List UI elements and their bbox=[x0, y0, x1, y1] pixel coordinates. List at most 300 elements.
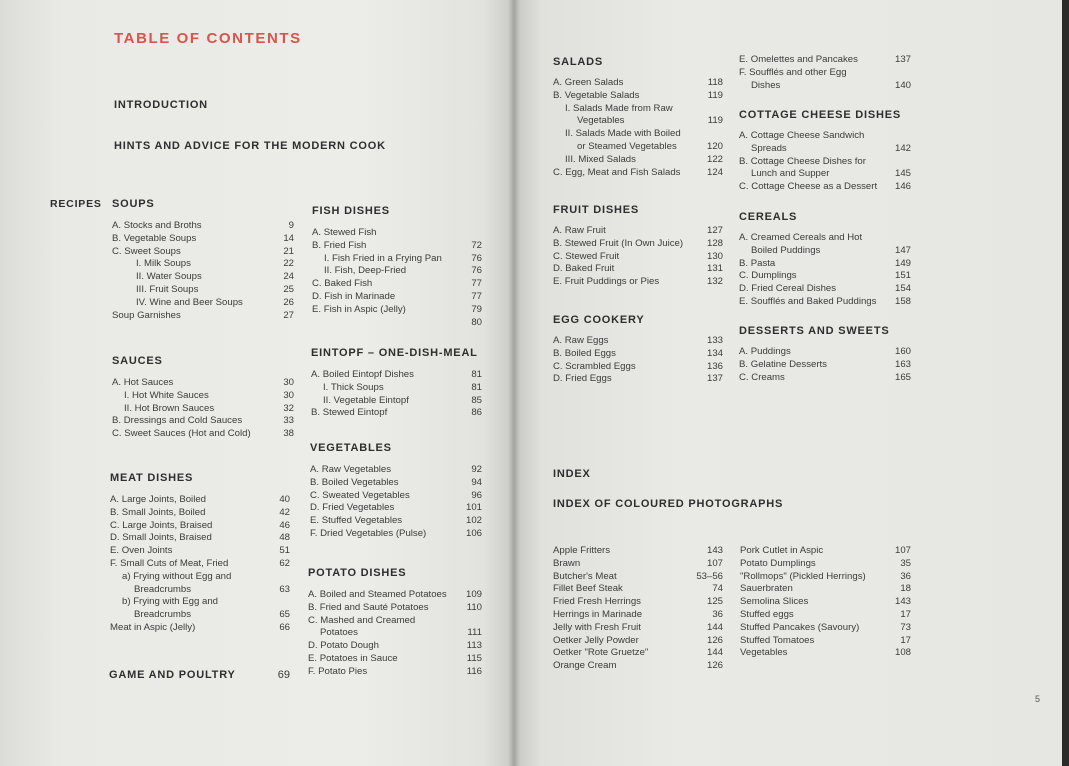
toc-entry-title: C. Egg, Meat and Fish Salads bbox=[553, 166, 681, 178]
meat-list bbox=[110, 494, 290, 635]
toc-entry-title: Spreads bbox=[751, 142, 787, 154]
toc-entry-title: Vegetables bbox=[740, 647, 788, 659]
toc-entry bbox=[310, 477, 482, 490]
toc-entry-page: 115 bbox=[466, 652, 482, 664]
toc-entry-title: III. Fruit Soups bbox=[136, 283, 199, 295]
toc-entry-title: Boiled Puddings bbox=[751, 244, 821, 256]
meat-heading: MEAT DISHES bbox=[110, 472, 194, 484]
toc-entry bbox=[553, 141, 723, 154]
toc-entry-page: 134 bbox=[706, 347, 723, 359]
cereals-heading: CEREALS bbox=[739, 211, 798, 223]
toc-entry bbox=[312, 291, 482, 304]
toc-entry bbox=[553, 571, 723, 584]
toc-entry-title: F. Dried Vegetables (Pulse) bbox=[310, 527, 427, 539]
toc-entry bbox=[553, 128, 723, 141]
toc-entry bbox=[112, 310, 294, 323]
toc-entry-title: B. Pasta bbox=[739, 257, 776, 269]
toc-entry-title: D. Fried Eggs bbox=[553, 373, 612, 385]
toc-entry-page: 80 bbox=[471, 316, 482, 328]
toc-entry-page: 30 bbox=[283, 389, 294, 401]
toc-entry bbox=[110, 520, 290, 533]
toc-entry-title: B. Vegetable Salads bbox=[553, 89, 640, 101]
toc-entry-title: A. Large Joints, Boiled bbox=[110, 494, 206, 505]
toc-entry bbox=[112, 284, 294, 297]
toc-entry-page: 101 bbox=[465, 502, 482, 514]
toc-entry-title: Meat in Aspic (Jelly) bbox=[110, 621, 196, 633]
toc-entry bbox=[740, 545, 911, 558]
cereals-section bbox=[739, 211, 911, 309]
toc-entry bbox=[740, 635, 911, 648]
toc-entry-page: 18 bbox=[900, 583, 911, 595]
toc-entry-page: 147 bbox=[894, 244, 911, 256]
toc-entry-page: 144 bbox=[706, 621, 723, 633]
cottage-list bbox=[739, 130, 911, 194]
toc-entry-page: 36 bbox=[712, 608, 723, 620]
sauces-section bbox=[112, 355, 294, 441]
toc-entry-page: 131 bbox=[706, 263, 723, 275]
toc-entry-page: 128 bbox=[706, 237, 723, 249]
toc-entry-page: 165 bbox=[894, 371, 911, 383]
toc-entry bbox=[308, 615, 482, 628]
toc-entry bbox=[112, 271, 294, 284]
desserts-heading: DESSERTS AND SWEETS bbox=[739, 325, 890, 337]
toc-entry bbox=[553, 251, 723, 264]
toc-entry-title: F. Potato Pies bbox=[308, 665, 368, 677]
toc-entry-page: 125 bbox=[706, 596, 723, 608]
toc-entry-title: Apple Fritters bbox=[553, 545, 611, 556]
toc-entry bbox=[553, 558, 723, 571]
toc-entry-title: A. Stocks and Broths bbox=[112, 220, 202, 231]
toc-entry bbox=[110, 584, 290, 597]
toc-entry-title: C. Large Joints, Braised bbox=[110, 519, 213, 531]
toc-entry bbox=[740, 647, 911, 660]
toc-entry-title: Dishes bbox=[751, 79, 781, 91]
potato-heading: POTATO DISHES bbox=[308, 567, 407, 579]
sauces-heading: SAUCES bbox=[112, 355, 163, 367]
egg-heading: EGG COOKERY bbox=[553, 314, 645, 326]
toc-entry bbox=[110, 622, 290, 635]
toc-entry bbox=[112, 258, 294, 271]
toc-entry bbox=[739, 258, 911, 271]
photos-right-list bbox=[740, 545, 911, 660]
toc-entry-page: 30 bbox=[283, 377, 294, 388]
toc-entry-page: 36 bbox=[900, 570, 911, 582]
eintopf-list bbox=[311, 369, 482, 420]
toc-entry-title: E. Oven Joints bbox=[110, 545, 173, 557]
fruit-heading: FRUIT DISHES bbox=[553, 204, 639, 216]
toc-entry-title: D. Small Joints, Braised bbox=[110, 532, 212, 544]
toc-entry-page: 77 bbox=[471, 290, 482, 302]
toc-entry bbox=[553, 647, 723, 660]
page-number: 5 bbox=[1034, 694, 1040, 704]
toc-entry-title: Herrings in Marinade bbox=[553, 608, 643, 620]
toc-entry-title: B. Vegetable Soups bbox=[112, 232, 197, 244]
soups-heading: SOUPS bbox=[112, 198, 155, 210]
toc-entry bbox=[110, 558, 290, 571]
toc-entry-page: 146 bbox=[894, 181, 911, 193]
fish-list bbox=[312, 227, 482, 329]
toc-entry-page: 107 bbox=[706, 557, 723, 569]
toc-entry-page: 27 bbox=[283, 309, 294, 321]
toc-entry-title: C. Sweated Vegetables bbox=[310, 489, 410, 501]
toc-entry bbox=[739, 130, 911, 143]
toc-entry-page: 126 bbox=[706, 660, 723, 672]
toc-entry-title: Oetker Jelly Powder bbox=[553, 634, 639, 646]
toc-entry-title: C. Dumplings bbox=[739, 270, 797, 282]
toc-entry-title: Jelly with Fresh Fruit bbox=[553, 621, 641, 633]
toc-entry-title: B. Fried and Sauté Potatoes bbox=[308, 601, 429, 613]
toc-entry-page: 124 bbox=[706, 166, 723, 178]
toc-entry bbox=[553, 276, 723, 289]
toc-entry bbox=[553, 263, 723, 276]
toc-entry bbox=[310, 528, 482, 541]
toc-entry-page: 144 bbox=[706, 647, 723, 659]
toc-entry bbox=[740, 609, 911, 622]
game-poultry-heading: GAME AND POULTRY bbox=[109, 669, 236, 681]
toc-entry bbox=[553, 167, 723, 180]
toc-entry-title: E. Fruit Puddings or Pies bbox=[553, 276, 660, 288]
toc-entry-title: A. Green Salads bbox=[553, 77, 624, 88]
toc-entry-page: 17 bbox=[900, 608, 911, 620]
toc-entry-title: B. Stewed Fruit (In Own Juice) bbox=[553, 237, 684, 249]
toc-entry-title: B. Dressings and Cold Sauces bbox=[112, 415, 243, 427]
toc-entry-title: A. Raw Eggs bbox=[553, 335, 609, 346]
toc-entry bbox=[308, 627, 482, 640]
salads-list bbox=[553, 77, 723, 179]
toc-entry-page: 154 bbox=[894, 283, 911, 295]
toc-entry-page: 119 bbox=[707, 115, 723, 127]
toc-entry-title: D. Potato Dough bbox=[308, 640, 379, 652]
index-heading: INDEX bbox=[553, 468, 591, 480]
toc-entry-title: Breadcrumbs bbox=[134, 583, 192, 595]
toc-entry-title: I. Hot White Sauces bbox=[124, 389, 209, 401]
cottage-heading: COTTAGE CHEESE DISHES bbox=[739, 109, 902, 121]
toc-entry bbox=[308, 653, 482, 666]
photos-left-list bbox=[553, 545, 723, 673]
toc-entry-page: 17 bbox=[900, 634, 911, 646]
toc-entry-page: 96 bbox=[471, 489, 482, 501]
toc-entry bbox=[553, 154, 723, 167]
toc-entry-title: C. Stewed Fruit bbox=[553, 250, 620, 262]
toc-entry-page: 102 bbox=[465, 515, 482, 527]
toc-entry-page: 21 bbox=[283, 245, 294, 257]
hints-heading: HINTS AND ADVICE FOR THE MODERN COOK bbox=[114, 140, 386, 152]
soups-section bbox=[112, 198, 294, 322]
toc-entry-title: A. Stewed Fish bbox=[312, 227, 377, 238]
toc-entry bbox=[553, 660, 723, 673]
toc-entry bbox=[553, 335, 723, 348]
toc-entry bbox=[739, 54, 911, 67]
toc-entry-page: 79 bbox=[471, 303, 482, 315]
toc-entry-title: A. Raw Fruit bbox=[553, 225, 606, 236]
toc-entry bbox=[311, 369, 482, 382]
toc-entry bbox=[312, 278, 482, 291]
toc-entry bbox=[553, 596, 723, 609]
desserts-list bbox=[739, 346, 911, 384]
eintopf-section bbox=[311, 347, 482, 420]
fish-heading: FISH DISHES bbox=[312, 205, 390, 217]
toc-entry bbox=[312, 265, 482, 278]
vegetables-heading: VEGETABLES bbox=[310, 442, 392, 454]
toc-entry bbox=[311, 382, 482, 395]
toc-entry-title: I. Salads Made from Raw bbox=[565, 102, 673, 114]
toc-entry bbox=[312, 253, 482, 266]
toc-entry bbox=[739, 245, 911, 258]
toc-entry-page: 74 bbox=[712, 583, 723, 595]
toc-entry bbox=[310, 464, 482, 477]
toc-entry-page: 73 bbox=[900, 621, 911, 633]
toc-entry-page: 109 bbox=[465, 589, 482, 600]
toc-entry-page: 142 bbox=[894, 142, 911, 154]
book-spine-shadow bbox=[508, 0, 520, 766]
toc-entry-title: II. Salads Made with Boiled bbox=[565, 128, 681, 140]
toc-entry bbox=[310, 502, 482, 515]
toc-entry-page: 51 bbox=[279, 545, 290, 557]
toc-entry-page: 111 bbox=[467, 627, 482, 639]
toc-entry-title: E. Fish in Aspic (Jelly) bbox=[312, 303, 406, 315]
toc-entry-title: D. Fish in Marinade bbox=[312, 290, 396, 302]
toc-entry bbox=[110, 609, 290, 622]
toc-entry bbox=[553, 225, 723, 238]
toc-entry bbox=[739, 296, 911, 309]
cereals-list bbox=[739, 232, 911, 309]
toc-entry-page: 35 bbox=[900, 557, 911, 569]
toc-entry bbox=[110, 494, 290, 507]
toc-entry bbox=[110, 507, 290, 520]
toc-entry-page: 137 bbox=[894, 54, 911, 65]
toc-entry-title: II. Vegetable Eintopf bbox=[323, 394, 409, 406]
toc-entry bbox=[739, 372, 911, 385]
toc-entry-title: B. Stewed Eintopf bbox=[311, 407, 388, 419]
toc-entry-page: 24 bbox=[283, 271, 294, 283]
toc-entry-title: IV. Wine and Beer Soups bbox=[136, 296, 243, 308]
toc-entry bbox=[553, 77, 723, 90]
toc-entry-title: E. Soufflés and Baked Puddings bbox=[739, 295, 877, 307]
toc-entry bbox=[740, 558, 911, 571]
toc-entry bbox=[739, 143, 911, 156]
toc-entry-title: Breadcrumbs bbox=[134, 609, 192, 621]
toc-entry-page: 77 bbox=[471, 278, 482, 290]
toc-entry-title: A. Boiled and Steamed Potatoes bbox=[308, 589, 447, 600]
desserts-section bbox=[739, 325, 911, 384]
toc-entry-page: 126 bbox=[706, 634, 723, 646]
toc-entry-title: Soup Garnishes bbox=[112, 309, 181, 321]
toc-entry-page: 38 bbox=[283, 428, 294, 440]
toc-entry bbox=[739, 181, 911, 194]
toc-entry-title: E. Potatoes in Sauce bbox=[308, 652, 398, 664]
toc-entry bbox=[112, 403, 294, 416]
toc-entry-page: 72 bbox=[471, 239, 482, 251]
toc-title: TABLE OF CONTENTS bbox=[114, 30, 302, 47]
toc-entry bbox=[112, 390, 294, 403]
toc-entry-title: Stuffed Pancakes (Savoury) bbox=[740, 621, 860, 633]
toc-entry bbox=[553, 103, 723, 116]
toc-entry-title: C. Sweet Sauces (Hot and Cold) bbox=[112, 428, 251, 440]
sauces-list bbox=[112, 377, 294, 441]
toc-entry-title: B. Cottage Cheese Dishes for bbox=[739, 155, 866, 167]
toc-entry-title: Lunch and Supper bbox=[751, 168, 830, 180]
egg-list bbox=[553, 335, 723, 386]
toc-entry bbox=[308, 640, 482, 653]
toc-entry bbox=[110, 545, 290, 558]
toc-entry-page: 92 bbox=[471, 464, 482, 475]
toc-entry-title: A. Boiled Eintopf Dishes bbox=[311, 369, 414, 380]
toc-entry-page: 14 bbox=[283, 232, 294, 244]
toc-entry-page: 25 bbox=[283, 283, 294, 295]
toc-entry-title: D. Fried Vegetables bbox=[310, 502, 395, 514]
toc-entry bbox=[308, 589, 482, 602]
meat-section bbox=[110, 472, 290, 635]
toc-entry bbox=[112, 297, 294, 310]
toc-entry-page: 110 bbox=[466, 601, 482, 613]
toc-entry-page: 46 bbox=[279, 519, 290, 531]
toc-entry-page: 163 bbox=[894, 358, 911, 370]
toc-entry bbox=[740, 596, 911, 609]
toc-entry-page: 122 bbox=[706, 153, 723, 165]
toc-entry bbox=[739, 80, 911, 93]
toc-entry-title: Potatoes bbox=[320, 627, 358, 639]
toc-entry-title: Sauerbraten bbox=[740, 583, 793, 595]
toc-entry bbox=[739, 67, 911, 80]
toc-entry-title: Potato Dumplings bbox=[740, 557, 816, 569]
toc-entry-title: C. Baked Fish bbox=[312, 278, 373, 290]
toc-entry-page: 63 bbox=[279, 583, 290, 595]
toc-entry bbox=[553, 348, 723, 361]
toc-entry-page: 48 bbox=[279, 532, 290, 544]
fruit-list bbox=[553, 225, 723, 289]
toc-entry-page: 85 bbox=[471, 394, 482, 406]
toc-entry-page: 40 bbox=[279, 494, 290, 505]
toc-entry-title: Butcher's Meat bbox=[553, 570, 617, 582]
toc-entry bbox=[553, 238, 723, 251]
toc-entry-title: A. Cottage Cheese Sandwich bbox=[739, 130, 865, 141]
toc-entry-title: Brawn bbox=[553, 557, 581, 569]
toc-entry-page: 76 bbox=[471, 265, 482, 277]
toc-entry-title: III. Mixed Salads bbox=[565, 153, 636, 165]
toc-entry bbox=[553, 115, 723, 128]
toc-entry-page: 140 bbox=[894, 79, 911, 91]
introduction-heading: INTRODUCTION bbox=[114, 99, 208, 111]
toc-entry-title: II. Hot Brown Sauces bbox=[124, 402, 215, 414]
index-photos-heading: INDEX OF COLOURED PHOTOGRAPHS bbox=[553, 498, 784, 510]
toc-entry bbox=[739, 168, 911, 181]
toc-entry-page: 106 bbox=[465, 527, 482, 539]
toc-entry bbox=[553, 622, 723, 635]
toc-entry-title: Vegetables bbox=[577, 115, 625, 127]
toc-entry-title: B. Small Joints, Boiled bbox=[110, 506, 206, 518]
toc-entry-title: C. Scrambled Eggs bbox=[553, 360, 636, 372]
toc-entry bbox=[739, 346, 911, 359]
toc-entry-title: D. Fried Cereal Dishes bbox=[739, 283, 837, 295]
salads-section bbox=[553, 56, 723, 179]
toc-entry-title: Orange Cream bbox=[553, 660, 617, 672]
toc-entry-title: F. Soufflés and other Egg bbox=[739, 66, 847, 78]
toc-entry-page: 9 bbox=[288, 220, 294, 231]
toc-entry-title: A. Raw Vegetables bbox=[310, 464, 392, 475]
toc-entry-title: A. Puddings bbox=[739, 346, 791, 357]
toc-entry-page: 81 bbox=[471, 369, 482, 380]
game-poultry-row bbox=[109, 669, 290, 682]
toc-entry-page: 158 bbox=[894, 295, 911, 307]
toc-entry-page: 118 bbox=[707, 77, 723, 88]
toc-entry bbox=[553, 545, 723, 558]
vegetables-list bbox=[310, 464, 482, 541]
toc-entry-page: 130 bbox=[706, 250, 723, 262]
toc-entry-title: F. Small Cuts of Meat, Fried bbox=[110, 557, 229, 569]
toc-entry-title: A. Creamed Cereals and Hot bbox=[739, 232, 863, 243]
toc-entry-page: 81 bbox=[471, 381, 482, 393]
toc-entry-title: B. Boiled Eggs bbox=[553, 347, 616, 359]
toc-entry bbox=[553, 373, 723, 386]
fruit-section bbox=[553, 204, 723, 289]
toc-entry-page: 127 bbox=[706, 225, 723, 236]
toc-entry bbox=[311, 395, 482, 408]
toc-entry bbox=[739, 283, 911, 296]
egg-cont-section bbox=[739, 54, 911, 92]
toc-entry-title: or Steamed Vegetables bbox=[577, 140, 677, 152]
recipes-label: RECIPES bbox=[50, 198, 102, 210]
toc-entry-title: B. Fried Fish bbox=[312, 239, 367, 251]
toc-entry-title: II. Water Soups bbox=[136, 271, 202, 283]
toc-entry-page: 132 bbox=[706, 276, 723, 288]
toc-entry-page: 137 bbox=[706, 373, 723, 385]
toc-entry-page: 136 bbox=[706, 360, 723, 372]
toc-entry-page: 116 bbox=[466, 665, 482, 677]
toc-entry-title: Fillet Beef Steak bbox=[553, 583, 623, 595]
egg-cont-list bbox=[739, 54, 911, 92]
eintopf-heading: EINTOPF – ONE-DISH-MEAL bbox=[311, 347, 478, 359]
toc-entry bbox=[311, 407, 482, 420]
toc-entry-title: I. Fish Fried in a Frying Pan bbox=[324, 252, 442, 264]
toc-entry bbox=[112, 220, 294, 233]
toc-entry-title: a) Frying without Egg and bbox=[122, 570, 232, 582]
toc-entry-title: Stuffed Tomatoes bbox=[740, 634, 815, 646]
salads-heading: SALADS bbox=[553, 56, 604, 68]
toc-entry-title: C. Creams bbox=[739, 371, 785, 383]
toc-entry bbox=[740, 583, 911, 596]
toc-entry-title: II. Fish, Deep-Fried bbox=[324, 265, 407, 277]
toc-entry bbox=[310, 490, 482, 503]
toc-entry bbox=[312, 227, 482, 240]
toc-entry bbox=[112, 233, 294, 246]
toc-entry bbox=[740, 622, 911, 635]
toc-entry-page: 160 bbox=[894, 346, 911, 357]
toc-entry-page: 62 bbox=[279, 557, 290, 569]
toc-entry-title: E. Omelettes and Pancakes bbox=[739, 54, 858, 65]
toc-entry bbox=[553, 90, 723, 103]
toc-entry bbox=[312, 240, 482, 253]
toc-entry bbox=[308, 666, 482, 679]
toc-entry-title: B. Gelatine Desserts bbox=[739, 358, 827, 370]
toc-entry-page: 53–56 bbox=[696, 570, 723, 582]
toc-entry-title: Fried Fresh Herrings bbox=[553, 596, 641, 608]
photos-right-section bbox=[740, 545, 911, 660]
toc-entry-title: C. Mashed and Creamed bbox=[308, 614, 416, 626]
toc-entry-page: 120 bbox=[706, 140, 723, 152]
toc-entry-title: "Rollmops" (Pickled Herrings) bbox=[740, 570, 866, 582]
toc-entry-title: E. Stuffed Vegetables bbox=[310, 515, 403, 527]
toc-entry-title: I. Thick Soups bbox=[323, 381, 384, 393]
toc-entry-title: b) Frying with Egg and bbox=[122, 596, 218, 608]
toc-entry bbox=[110, 571, 290, 584]
toc-entry bbox=[308, 602, 482, 615]
toc-entry bbox=[739, 359, 911, 372]
toc-entry bbox=[739, 232, 911, 245]
toc-entry-title: Semolina Slices bbox=[740, 596, 809, 608]
toc-entry bbox=[112, 246, 294, 259]
toc-entry-page: 108 bbox=[894, 647, 911, 659]
toc-entry bbox=[553, 609, 723, 622]
